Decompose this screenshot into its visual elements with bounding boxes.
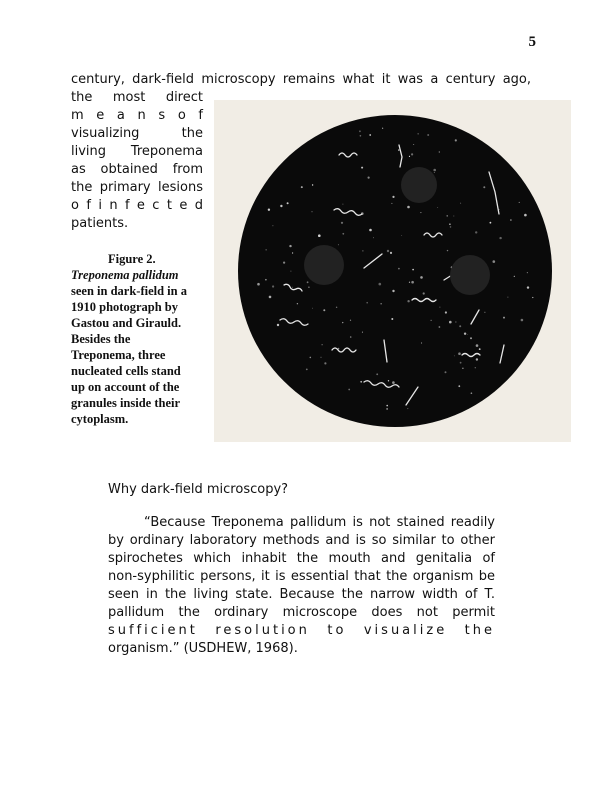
quote-line: seen in the living state. Because the narrow width of T.	[108, 587, 495, 602]
caption-line: 1910 photograph by	[71, 300, 178, 314]
body-text-line: as obtained from	[71, 162, 203, 177]
caption-line: cytoplasm.	[71, 412, 129, 426]
dark-field-micrograph-icon	[214, 100, 571, 442]
quote-line: pallidum the ordinary microscope does not permit	[108, 605, 495, 620]
body-text-line: o f i n f e c t e d	[71, 198, 203, 213]
figure-caption	[71, 251, 207, 427]
body-text-line: patients.	[71, 216, 129, 231]
body-text-line: m e a n s o f	[71, 108, 203, 123]
quote-line: non-syphilitic persons, it is essential that the organism be	[108, 569, 495, 584]
body-text-line: the primary lesions	[71, 180, 203, 195]
body-text-line: century, dark-field microscopy remains what it was a century ago,	[71, 72, 531, 87]
caption-line: seen in dark-field in a	[71, 284, 187, 298]
quote-line: by ordinary laboratory methods and is so similar to other	[108, 533, 495, 548]
caption-line: Gastou and Girauld.	[71, 316, 182, 330]
dark-field-micrograph	[214, 100, 571, 442]
caption-line: Besides the	[71, 332, 131, 346]
caption-line: up on account of the	[71, 380, 180, 394]
quote-line: “Because Treponema pallidum is not stained readily	[144, 515, 495, 530]
body-text-line: living Treponema	[71, 144, 203, 159]
caption-line: nucleated cells stand	[71, 364, 181, 378]
quote-line: organism.” (USDHEW, 1968).	[108, 641, 298, 656]
quote-line: sufficient resolution to visualize the	[108, 623, 495, 638]
body-text-line: the most direct	[71, 90, 203, 105]
quote-line: spirochetes which inhabit the mouth and genitalia of	[108, 551, 495, 566]
body-text-line: visualizing the	[71, 126, 203, 141]
caption-title: Figure 2.	[108, 252, 156, 266]
caption-species: Treponema pallidum	[71, 268, 179, 282]
page-number: 5	[528, 34, 536, 50]
caption-line: Treponema, three	[71, 348, 166, 362]
section-heading: Why dark-field microscopy?	[108, 482, 289, 497]
caption-line: granules inside their	[71, 396, 181, 410]
